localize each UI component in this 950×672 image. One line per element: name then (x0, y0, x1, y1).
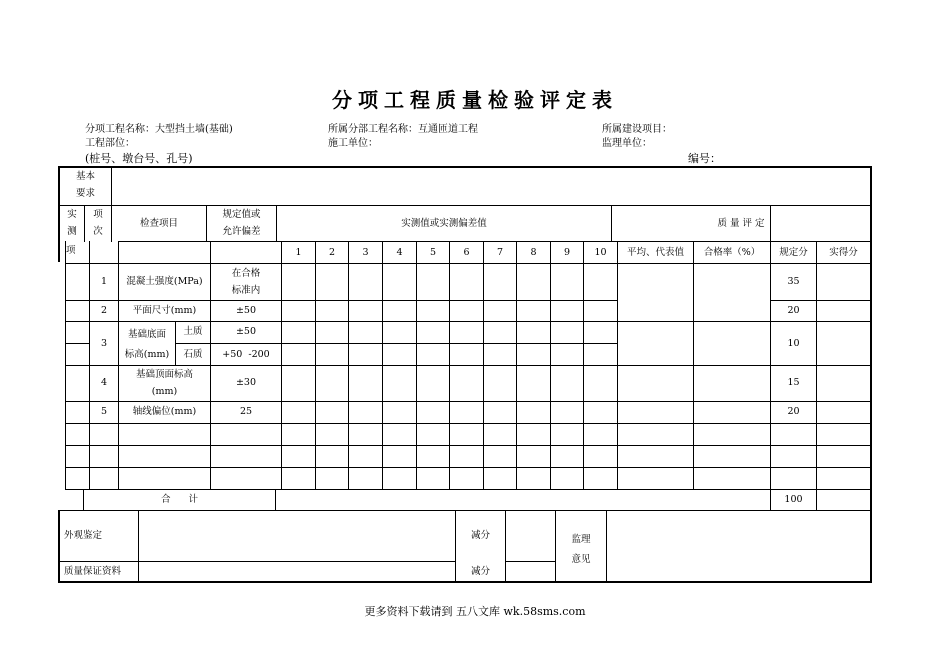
total-score: 100 (784, 494, 803, 505)
row-spec: 在合格 标准内 (231, 268, 261, 296)
measure-num: 9 (563, 247, 571, 258)
measure-num: 2 (328, 247, 336, 258)
row-spec: +50 -200 (222, 349, 270, 360)
measure-num: 8 (530, 247, 537, 258)
supervisor: 监理单位： (602, 138, 652, 149)
measure-num: 5 (429, 247, 437, 258)
deduct-label: 减分 (470, 566, 490, 577)
division-name: 所属分部工程名称：互通匝道工程 (328, 124, 478, 135)
row-no: 2 (100, 305, 108, 316)
contractor: 施工单位： (328, 138, 378, 149)
row-spec: ±50 (235, 305, 257, 316)
item-order-label: 项 次 (93, 209, 103, 237)
row-no: 1 (100, 276, 108, 287)
measure-num: 1 (295, 247, 302, 258)
basic-requirements-label: 基本 要求 (75, 171, 95, 199)
appearance-label: 外观鉴定 (64, 530, 103, 541)
measure-num: 4 (396, 247, 403, 258)
row-subitem: 石质 (183, 349, 203, 360)
row-score: 20 (787, 305, 800, 316)
row-no: 5 (100, 406, 108, 417)
row-spec: ±50 (235, 326, 257, 337)
row-score: 10 (787, 338, 800, 349)
measured-label: 实 测 (67, 209, 77, 237)
average-header: 平均、代表值 (626, 247, 684, 258)
quality-docs-label: 质量保证资料 (64, 566, 122, 577)
item-name: 分项工程名称：大型挡土墙(基础) (85, 124, 233, 135)
construction-project: 所属建设项目： (602, 124, 672, 135)
page-title: 分项工程质量检验评定表 (332, 88, 618, 112)
quality-evaluation-header: 质 量 评 定 (717, 218, 765, 229)
row-item: 平面尺寸(mm) (132, 305, 197, 316)
pile-no: (桩号、墩台号、孔号) (85, 152, 193, 165)
row-score: 20 (787, 406, 800, 417)
footer-text: 更多资料下载请到 五八文库 wk.58sms.com (364, 605, 586, 618)
measure-num: 6 (463, 247, 470, 258)
item-label: 项 (66, 245, 76, 256)
row-item: 基础顶面标高 (mm) (135, 369, 193, 397)
supervision-opinion-label: 监理 意见 (571, 534, 591, 565)
row-no: 4 (100, 377, 108, 388)
row-spec: ±30 (235, 377, 257, 388)
total-label: 合 计 (160, 494, 199, 505)
measured-values-header: 实测值或实测偏差值 (401, 218, 487, 229)
row-score: 15 (787, 377, 800, 388)
row-no: 3 (100, 338, 108, 349)
row-item: 混凝土强度(MPa) (126, 276, 203, 287)
row-subitem: 土质 (183, 326, 203, 337)
deduct-label: 减分 (470, 530, 490, 541)
measure-num: 3 (362, 247, 369, 258)
measure-num: 10 (594, 247, 607, 258)
actual-score-header: 实得分 (829, 247, 858, 258)
row-score: 35 (787, 276, 800, 287)
row-spec: 25 (239, 406, 253, 417)
pass-rate-header: 合格率（%） (703, 247, 761, 258)
spec-header: 规定值或 允许偏差 (222, 209, 261, 237)
row-item: 基础底面 标高(mm) (124, 329, 170, 360)
location: 工程部位： (85, 138, 135, 149)
measure-num: 7 (496, 247, 504, 258)
serial-no: 编号： (688, 152, 721, 165)
row-item: 轴线偏位(mm) (132, 406, 197, 417)
specified-score-header: 规定分 (779, 247, 808, 258)
check-item-header: 检查项目 (139, 218, 178, 229)
